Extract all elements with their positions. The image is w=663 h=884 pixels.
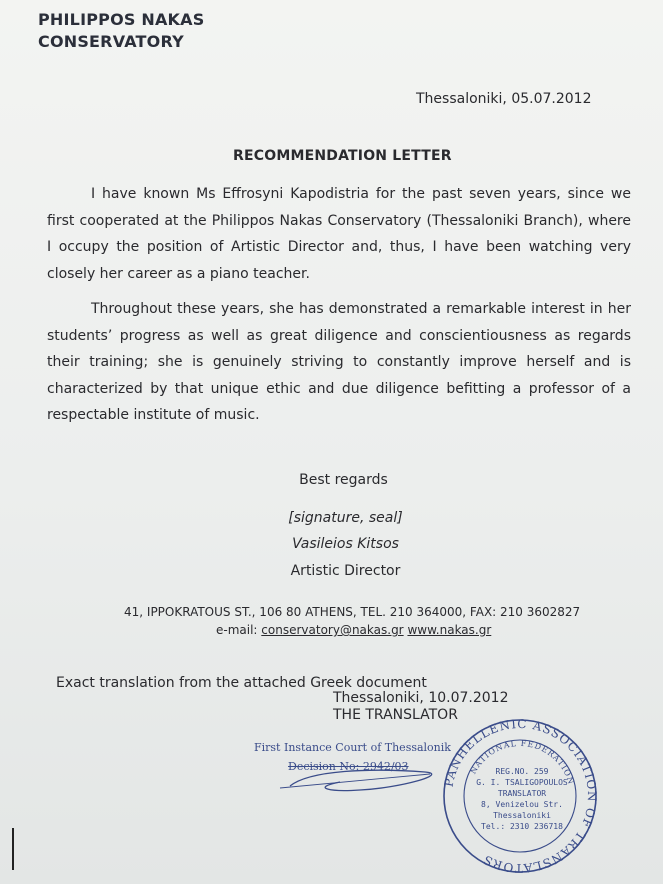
signature-note: [signature, seal] [288, 510, 403, 526]
seal-street: 8, Venizelou Str. [481, 800, 563, 809]
translator-seal [440, 716, 600, 876]
translator-label: THE TRANSLATOR [333, 707, 458, 723]
signature-scribble [250, 748, 460, 798]
footer-address: 41, IPPOKRATOUS ST., 106 80 ATHENS, TEL. 210 364000, FAX: 210 3602827 [124, 605, 581, 619]
paragraph-2: Throughout these years, she has demonstrated a remarkable interest in her students’ progress as well as great diligence and conscientiousness as regards their training; she is genuinely striving to constantly improve herself and is characterized by that unique ethic and due diligence befitting a professor of a respectable institute of music. [47, 301, 631, 423]
seal-city: Thessaloniki [493, 811, 551, 820]
seal-ring-text: PANHELLENIC ASSOCIATION OF TRANSLATORS [441, 716, 600, 876]
conservatory-name-line1: PHILIPPOS NAKAS [38, 10, 205, 29]
seal-inner-ring-text: NATIONAL FEDERATION [468, 738, 576, 786]
seal-translator-name: G. I. TSALIGOPOULOS [476, 778, 568, 787]
margin-mark [12, 828, 14, 870]
stamp-court-line: First Instance Court of Thessalonik [254, 741, 451, 754]
email-label: e-mail: [216, 623, 258, 637]
conservatory-name-line2: CONSERVATORY [38, 32, 184, 51]
website-link[interactable]: www.nakas.gr [407, 623, 492, 637]
seal-tel: Tel.: 2310 236718 [481, 822, 563, 831]
translation-date: Thessaloniki, 10.07.2012 [333, 690, 509, 706]
stamp-decision-line: Decision No: 2942/03 [288, 760, 409, 773]
email-link[interactable]: conservatory@nakas.gr [261, 623, 404, 637]
closing: Best regards [299, 472, 388, 488]
translation-note: Exact translation from the attached Greek document [56, 675, 427, 691]
signer-title: Artistic Director [290, 563, 401, 579]
paragraph-1: I have known Ms Effrosyni Kapodistria for the past seven years, since we first cooperated at the Philippos Nakas Conservatory (Thessaloniki Branch), where I occupy the position of Artistic Director and, thus, I have been watching very closely her career as a piano teacher. [47, 186, 631, 282]
letter-date: Thessaloniki, 05.07.2012 [416, 91, 592, 107]
seal-reg-no: REG.NO. 259 [495, 767, 549, 776]
footer-contact [216, 623, 491, 637]
signer-name: Vasileios Kitsos [292, 536, 399, 552]
letter-title: RECOMMENDATION LETTER [233, 148, 452, 164]
seal-role: TRANSLATOR [497, 789, 547, 798]
